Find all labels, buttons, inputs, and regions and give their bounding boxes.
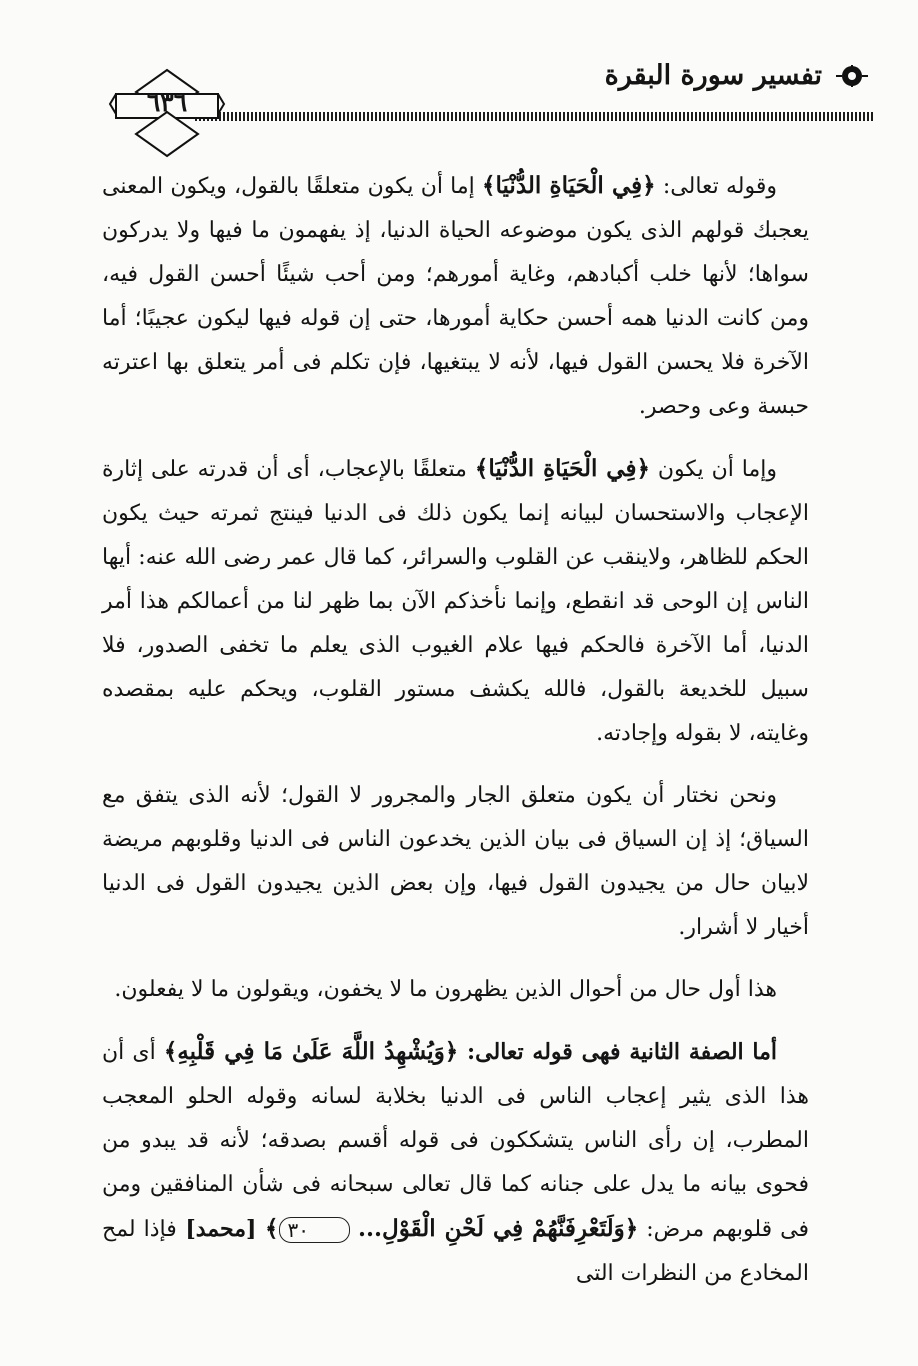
paragraph-2-intro: وإما أن يكون [649,457,777,482]
quran-quote-4: ﴿وَلَتَعْرِفَنَّهُمْ فِي لَحْنِ الْقَوْلِ... [357,1215,639,1242]
paragraph-4: هذا أول حال من أحوال الذين يظهرون ما لا يخفون، ويقولون ما لا يفعلون. [114,977,777,1002]
verse-number-badge: ٣٠ [279,1217,350,1243]
running-title: تفسير سورة البقرة [604,60,822,91]
quran-quote-2: ﴿فِي الْحَيَاةِ الدُّنْيَا﴾ [474,455,650,482]
quran-quote-3: ﴿وَيُشْهِدُ اللَّهَ عَلَىٰ مَا فِي قَلْبِهِ﴾ [163,1038,459,1065]
surah-name: [محمد] [176,1216,266,1242]
paragraph-2-text: متعلقًا بالإعجاب، أى أن قدرته على إثارة الإعجاب والاستحسان لبيانه إنما يكون ذلك فى الدنيا فينتج ثمرته حيث يكون الحكم للظاهر، ولاينقب عن القلوب والسرائر، كما قال عمر رضى الله عنه: أيها الناس إن الوحى قد انقطع، وإنما نأخذكم الآن بما ظهر لنا من أعمالكم هذا أمر الدنيا، أما الآخرة فالحكم فيها علام الغيوب الذى يعلم ما تخفى الصدور، فلا سبيل للخديعة بالقول، فالله يكشف مستور القلوب، ويحكم عليه بمقصده وغايته، لا بقوله وإجادته. [102,457,809,746]
paragraph-5 [102,1030,809,1296]
quote-close-mark: ﴾ [265,1215,279,1242]
body-text [102,164,809,1314]
paragraph-5-tail: فإذا لمح المخادع من النظرات التى [102,1217,809,1286]
page-header [0,0,918,160]
paragraph-2 [102,447,809,756]
paragraph-5-text: أى أن هذا الذى يثير إعجاب الناس فى الدنيا بخلابة لسانه وقوله الحلو المعجب المطرب، إن رأى الناس يتشككون فى قوله أقسم بصدقه؛ لأنه قد يبدو من فحوى بيانه ما يدل على جنانه كما قال تعالى سبحانه فى شأن المنافقين ومن فى قلوبهم مرض: [102,1040,809,1242]
paragraph-1-text: إما أن يكون متعلقًا بالقول، ويكون المعنى يعجبك قولهم الذى يكون موضوعه الحياة الدنيا، إذ يفهمون ما فيها ولا يدركون سواها؛ لأنها خلب أكبادهم، وغاية أمورهم؛ ومن أحب شيئًا أحسن القول فيه، ومن كانت الدنيا همه أحسن حكاية أمورها، حتى إن قوله فيها ليكون عجيبًا؛ أما الآخرة فلا يحسن القول فيها، لأنه لا يبتغيها، فإن تكلم فى أمر يتعلق بها اعترته حبسة وعى وحصر. [102,174,809,419]
paragraph-1 [102,164,809,429]
paragraph-3: ونحن نختار أن يكون متعلق الجار والمجرور لا القول؛ لأنه الذى يتفق مع السياق؛ إذ إن السياق فى بيان الذين يخدعون الناس فى الدنيا وقلوبهم مريضة لابيان حال من يجيدون القول فيها، وإن بعض الذين يجيدون القول فى الدنيا أخيار لا أشرار. [102,783,809,940]
page-number: ٦٣٦ [146,88,188,117]
section-heading: أما الصفة الثانية فهى قوله تعالى: [458,1039,777,1065]
quran-quote-1: ﴿فِي الْحَيَاةِ الدُّنْيَا﴾ [482,172,656,199]
flower-ornament-icon [834,64,870,88]
header-rule [195,112,875,121]
paragraph-1-intro: وقوله تعالى: [655,174,777,199]
